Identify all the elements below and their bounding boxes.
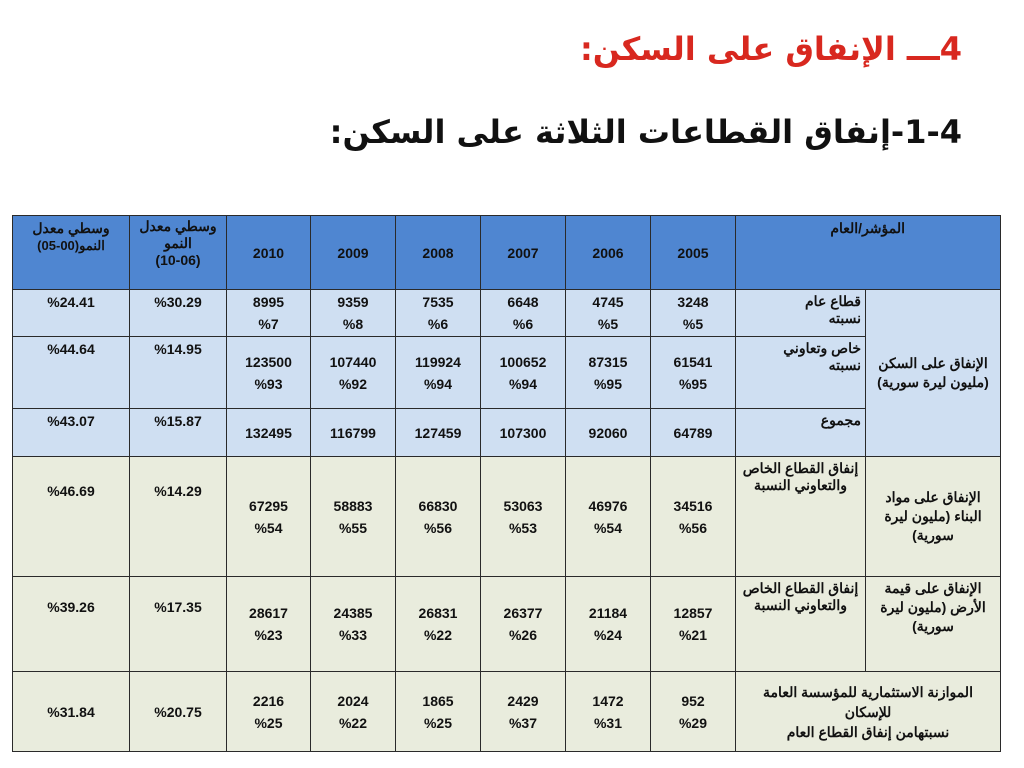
table-row-public (13, 290, 1001, 337)
value-cell: 92060 (566, 409, 651, 457)
housing-expenditure-table (12, 215, 1001, 752)
value-cell: 3248 %5 (651, 290, 736, 337)
row-label-materials: إنفاق القطاع الخاص والتعاوني النسبة (736, 457, 866, 577)
value-cell: 119924 %94 (396, 337, 481, 409)
value-cell: 4745 %5 (566, 290, 651, 337)
row-label-land: إنفاق القطاع الخاص والتعاوني النسبة (736, 577, 866, 672)
value-cell: 12857 %21 (651, 577, 736, 672)
subsection-title: 1-4-إنفاق القطاعات الثلاثة على السكن: (329, 113, 962, 151)
growth-00-05-cell: %39.26 (13, 577, 130, 672)
row-label-public: قطاع عام نسبته (736, 290, 866, 337)
row-label-private: خاص وتعاوني نسبته (736, 337, 866, 409)
value-cell: 53063 %53 (481, 457, 566, 577)
growth-06-10-cell: %30.29 (130, 290, 227, 337)
value-cell: 1865 %25 (396, 672, 481, 752)
group-label-land: الإنفاق على قيمة الأرض (مليون ليرة سورية) (866, 577, 1001, 672)
value-cell: 58883 %55 (311, 457, 396, 577)
value-cell: 132495 (227, 409, 311, 457)
value-cell: 123500 %93 (227, 337, 311, 409)
value-cell: 9359 %8 (311, 290, 396, 337)
row-label-budget: الموازنة الاستثمارية للمؤسسة العامة للإسكان نسبتهامن إنفاق القطاع العام (736, 672, 1001, 752)
year-header: 2009 (311, 216, 396, 290)
indicator-year-header: المؤشر/العام (736, 216, 1001, 290)
table-row-materials (13, 457, 1001, 577)
row-label-total: مجموع (736, 409, 866, 457)
table-row-total (13, 409, 1001, 457)
value-cell: 64789 (651, 409, 736, 457)
group-label-materials: الإنفاق على مواد البناء (مليون ليرة سورية) (866, 457, 1001, 577)
value-cell: 107440 %92 (311, 337, 396, 409)
value-cell: 66830 %56 (396, 457, 481, 577)
value-cell: 67295 %54 (227, 457, 311, 577)
section-title: 4ـــ الإنفاق على السكن: (579, 30, 962, 68)
value-cell: 34516 %56 (651, 457, 736, 577)
growth-06-10-cell: %15.87 (130, 409, 227, 457)
value-cell: 116799 (311, 409, 396, 457)
table-row-land (13, 577, 1001, 672)
value-cell: 28617 %23 (227, 577, 311, 672)
table-row-budget (13, 672, 1001, 752)
value-cell: 107300 (481, 409, 566, 457)
value-cell: 26831 %22 (396, 577, 481, 672)
group-label-housing: الإنفاق على السكن (مليون ليرة سورية) (866, 290, 1001, 457)
value-cell: 7535 %6 (396, 290, 481, 337)
value-cell: 2216 %25 (227, 672, 311, 752)
growth-06-10-cell: %14.29 (130, 457, 227, 577)
value-cell: 87315 %95 (566, 337, 651, 409)
year-header: 2008 (396, 216, 481, 290)
growth-00-05-cell: %43.07 (13, 409, 130, 457)
value-cell: 24385 %33 (311, 577, 396, 672)
value-cell: 26377 %26 (481, 577, 566, 672)
value-cell: 2429 %37 (481, 672, 566, 752)
table-row-private (13, 337, 1001, 409)
value-cell: 127459 (396, 409, 481, 457)
value-cell: 952 %29 (651, 672, 736, 752)
avg-growth-00-05-header: وسطي معدل النمو(00-05) (13, 216, 130, 290)
value-cell: 2024 %22 (311, 672, 396, 752)
growth-00-05-cell: %31.84 (13, 672, 130, 752)
value-cell: 6648 %6 (481, 290, 566, 337)
growth-06-10-cell: %17.35 (130, 577, 227, 672)
value-cell: 1472 %31 (566, 672, 651, 752)
value-cell: 46976 %54 (566, 457, 651, 577)
value-cell: 8995 %7 (227, 290, 311, 337)
growth-00-05-cell: %44.64 (13, 337, 130, 409)
value-cell: 61541 %95 (651, 337, 736, 409)
year-header: 2005 (651, 216, 736, 290)
value-cell: 21184 %24 (566, 577, 651, 672)
growth-00-05-cell: %24.41 (13, 290, 130, 337)
year-header: 2010 (227, 216, 311, 290)
year-header: 2007 (481, 216, 566, 290)
value-cell: 100652 %94 (481, 337, 566, 409)
growth-06-10-cell: %14.95 (130, 337, 227, 409)
growth-00-05-cell: %46.69 (13, 457, 130, 577)
table-header-row (13, 216, 1001, 290)
year-header: 2006 (566, 216, 651, 290)
avg-growth-06-10-header: وسطي معدل النمو (10-06) (130, 216, 227, 290)
growth-06-10-cell: %20.75 (130, 672, 227, 752)
